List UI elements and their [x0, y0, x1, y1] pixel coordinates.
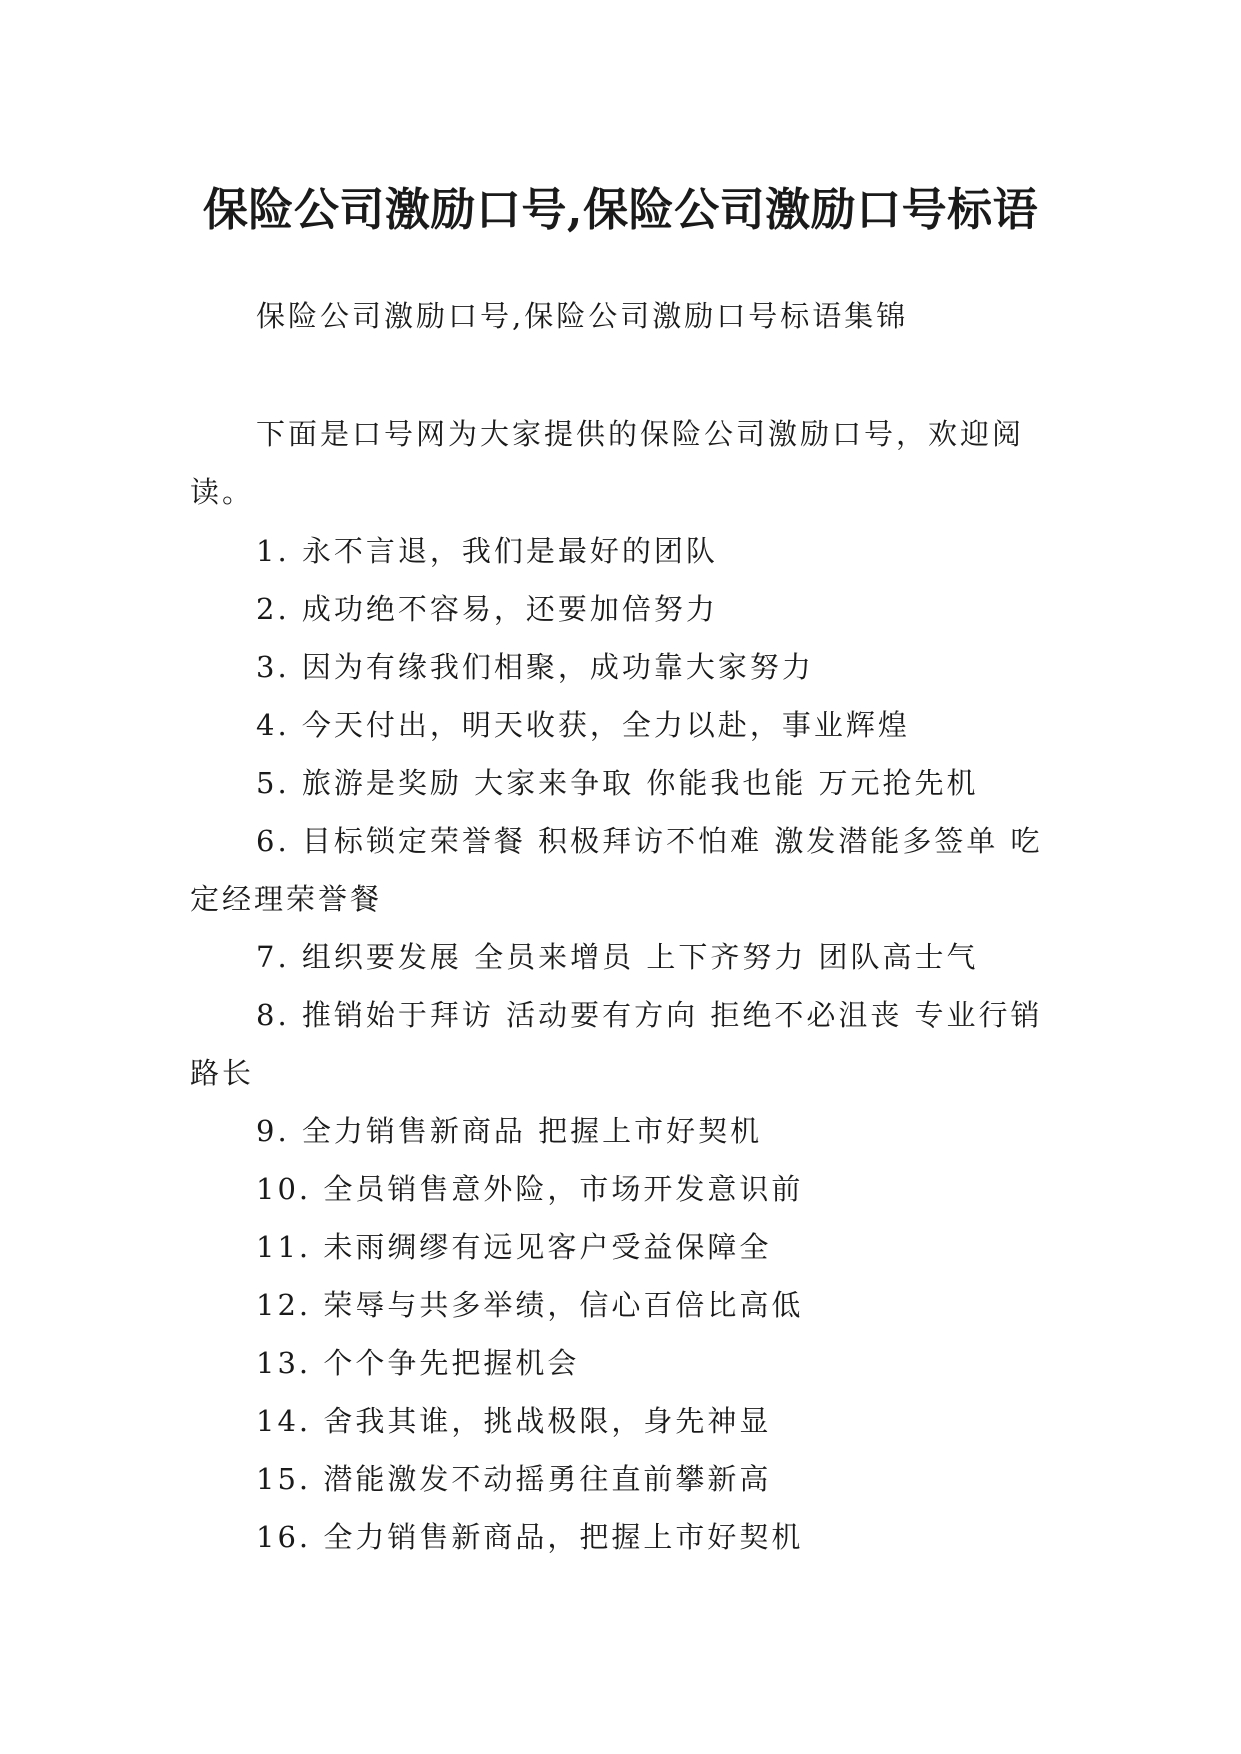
list-item: 2. 成功绝不容易，还要加倍努力	[256, 592, 718, 626]
intro-paragraph: 下面是口号网为大家提供的保险公司激励口号，欢迎阅读。	[190, 417, 1025, 509]
list-item: 11. 未雨绸缪有远见客户受益保障全	[256, 1230, 772, 1264]
list-item: 3. 因为有缘我们相聚，成功靠大家努力	[256, 650, 814, 684]
list-item: 4. 今天付出，明天收获，全力以赴，事业辉煌	[256, 708, 910, 742]
list-item: 5. 旅游是奖励 大家来争取 你能我也能 万元抢先机	[256, 766, 979, 800]
list-item: 15. 潜能激发不动摇勇往直前攀新高	[256, 1462, 772, 1496]
list-item: 14. 舍我其谁，挑战极限，身先神显	[256, 1404, 772, 1438]
list-item: 16. 全力销售新商品，把握上市好契机	[256, 1520, 804, 1554]
document-subtitle: 保险公司激励口号,保险公司激励口号标语集锦	[256, 299, 909, 333]
list-item: 8. 推销始于拜访 活动要有方向 拒绝不必沮丧 专业行销路长	[190, 998, 1043, 1090]
page-title: 保险公司激励口号,保险公司激励口号标语	[202, 183, 1039, 237]
list-item: 13. 个个争先把握机会	[256, 1346, 580, 1380]
list-item: 1. 永不言退，我们是最好的团队	[256, 534, 718, 568]
list-item: 12. 荣辱与共多举绩，信心百倍比高低	[256, 1288, 804, 1322]
list-item: 6. 目标锁定荣誉餐 积极拜访不怕难 激发潜能多签单 吃定经理荣誉餐	[190, 824, 1043, 916]
list-item: 7. 组织要发展 全员来增员 上下齐努力 团队高士气	[256, 940, 979, 974]
list-item: 10. 全员销售意外险，市场开发意识前	[256, 1172, 804, 1206]
list-item: 9. 全力销售新商品 把握上市好契机	[256, 1114, 763, 1148]
slogan-list	[190, 522, 1052, 1566]
